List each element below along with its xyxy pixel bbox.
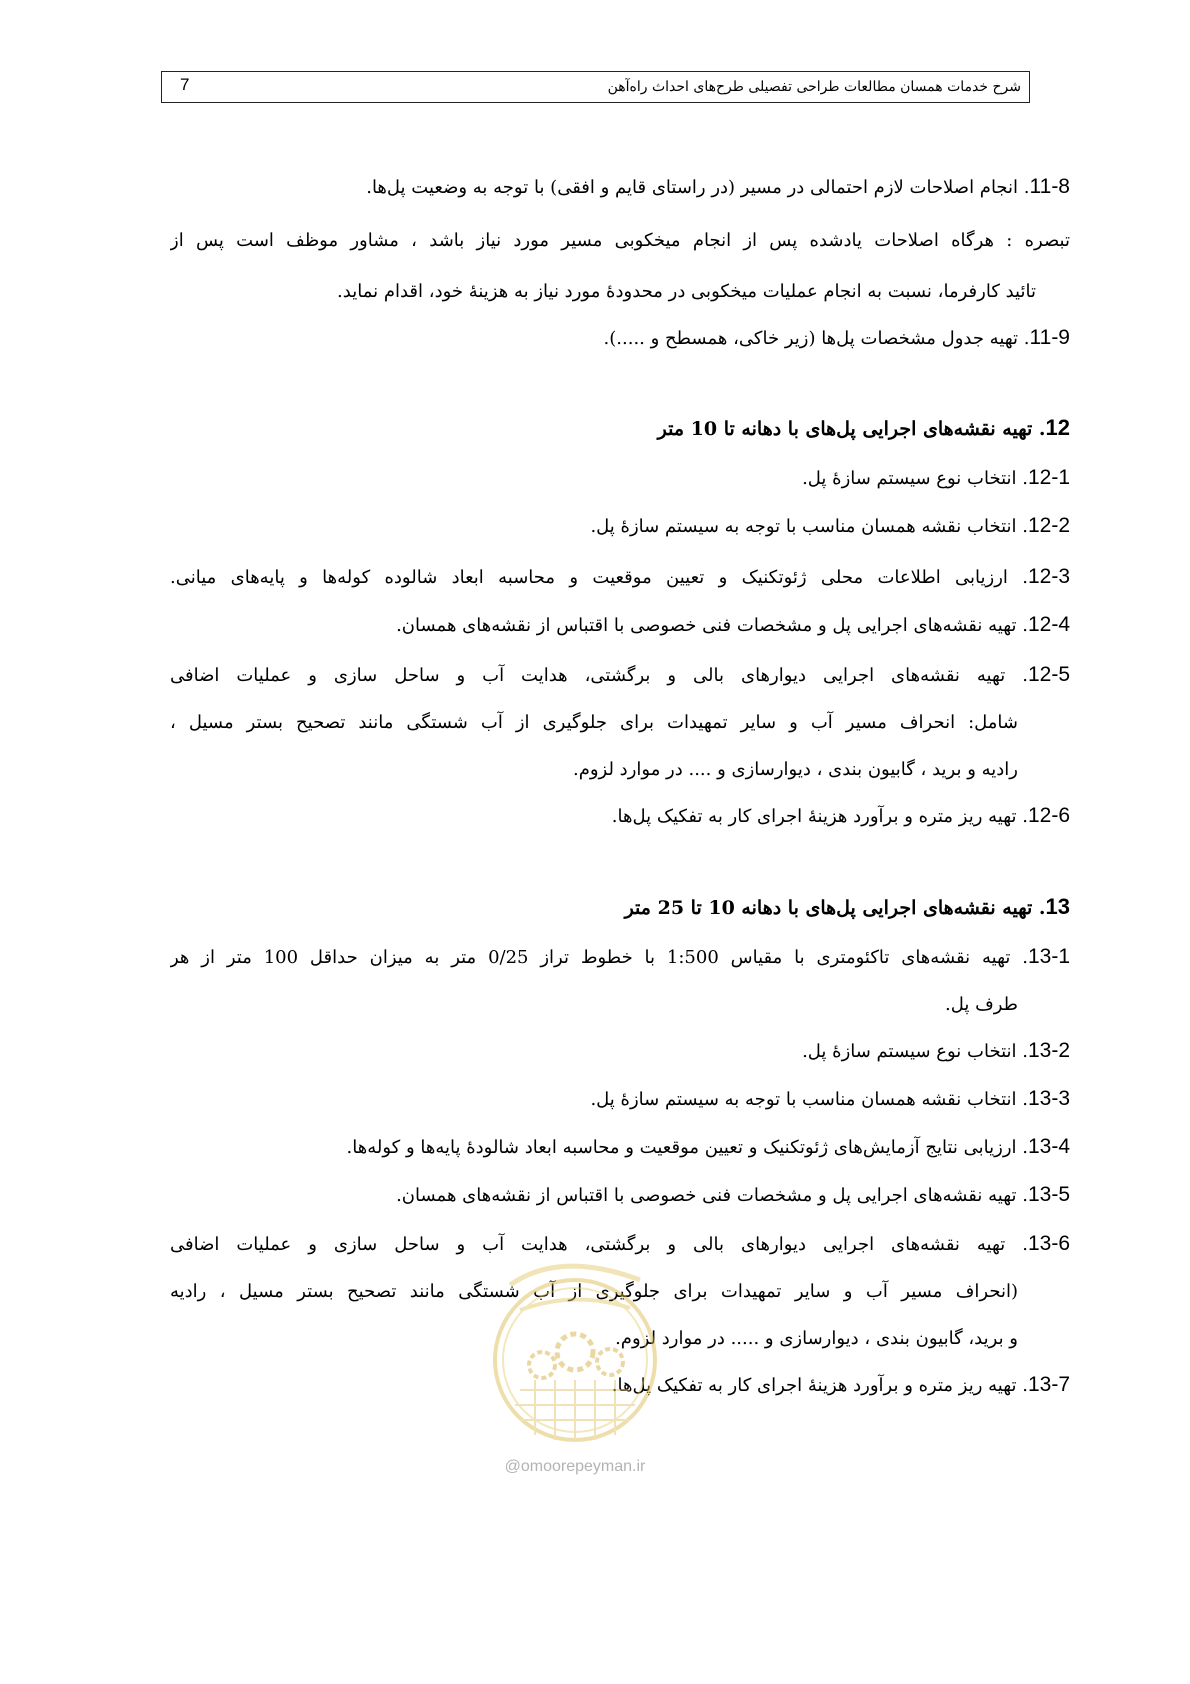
item-13-6: 13-6. تهیه نقشه‌های اجرایی دیوارهای بالی و برگشتی، هدایت آب و ساحل سازی و عملیات اضافی — [170, 1232, 1070, 1255]
page-header — [161, 71, 1030, 103]
item-12-5-cont-2: رادیه و برید ، گابیون بندی ، دیوارسازی و .... در موارد لزوم. — [572, 759, 1018, 780]
item-13-6-cont-1: (انحراف مسیر آب و سایر تمهیدات برای جلوگیری از آب شستگی مانند تصحیح بستر مسیل ، رادیه — [170, 1281, 1018, 1302]
item-13-1: 13-1. تهیه نقشه‌های تاکئومتری با مقیاس 1:500 با خطوط تراز 0/25 متر به میزان حداقل 100 متر از هر — [170, 945, 1070, 968]
page-number: 7 — [180, 75, 190, 94]
item-13-5: 13-5. تهیه نقشه‌های اجرایی پل و مشخصات فنی خصوصی با اقتباس از نقشه‌های همسان. — [396, 1183, 1070, 1206]
item-12-3: 12-3. ارزیابی اطلاعات محلی ژئوتکنیک و تعیین موقعیت و محاسبه ابعاد شالوده کوله‌ها و پایه‌های میانی. — [170, 565, 1070, 588]
note-line-2: تائید کارفرما، نسبت به انجام عملیات میخکوبی در محدودهٔ مورد نیاز به هزینهٔ خود، اقدام نماید. — [337, 281, 1036, 302]
item-13-1-cont: طرف پل. — [944, 994, 1018, 1015]
watermark-logo — [490, 1240, 660, 1480]
watermark-site: @omoorepeyman.ir — [504, 1458, 646, 1475]
item-13-2: 13-2. انتخاب نوع سیستم سازهٔ پل. — [802, 1039, 1070, 1062]
item-13-3: 13-3. انتخاب نقشه همسان مناسب با توجه به سیستم سازهٔ پل. — [590, 1087, 1070, 1110]
item-11-8: 11-8. انجام اصلاحات لازم احتمالی در مسیر (در راستای قایم و افقی) با توجه به وضعیت پل‌ها. — [366, 175, 1070, 198]
item-13-4: 13-4. ارزیابی نتایج آزمایش‌های ژئوتکنیک و تعیین موقعیت و محاسبه ابعاد شالودهٔ پایه‌ها و کوله‌ها. — [346, 1135, 1070, 1158]
item-12-4: 12-4. تهیه نقشه‌های اجرایی پل و مشخصات فنی خصوصی با اقتباس از نقشه‌های همسان. — [396, 613, 1070, 636]
item-12-2: 12-2. انتخاب نقشه همسان مناسب با توجه به سیستم سازهٔ پل. — [590, 514, 1070, 537]
note-line-1: تبصره : هرگاه اصلاحات یادشده پس از انجام میخکوبی مسیر مورد نیاز باشد ، مشاور موظف است پس از — [170, 230, 1070, 251]
running-title: شرح خدمات همسان مطالعات طراحی تفصیلی طرح‌های احداث راه‌آهن — [607, 79, 1021, 95]
item-13-6-cont-2: و برید، گابیون بندی ، دیوارسازی و ..... در موارد لزوم. — [615, 1328, 1018, 1349]
item-11-9: 11-9. تهیه جدول مشخصات پل‌ها (زیر خاکی، همسطح و .....). — [603, 326, 1070, 349]
logo-emblem-icon — [490, 1240, 660, 1455]
item-12-5-cont-1: شامل: انحراف مسیر آب و سایر تمهیدات برای جلوگیری از آب شستگی مانند تصحیح بستر مسیل ، — [170, 712, 1018, 733]
section-13-heading: 13. تهیه نقشه‌های اجرایی پل‌های با دهانه 10 تا 25 متر — [624, 894, 1070, 919]
section-12-heading: 12. تهیه نقشه‌های اجرایی پل‌های با دهانه تا 10 متر — [657, 415, 1070, 440]
item-13-7: 13-7. تهیه ریز متره و برآورد هزینهٔ اجرای کار به تفکیک پل‌ها. — [611, 1373, 1070, 1396]
item-12-1: 12-1. انتخاب نوع سیستم سازهٔ پل. — [802, 466, 1070, 489]
item-12-5: 12-5. تهیه نقشه‌های اجرایی دیوارهای بالی و برگشتی، هدایت آب و ساحل سازی و عملیات اضافی — [170, 663, 1070, 686]
item-12-6: 12-6. تهیه ریز متره و برآورد هزینهٔ اجرای کار به تفکیک پل‌ها. — [611, 804, 1070, 827]
